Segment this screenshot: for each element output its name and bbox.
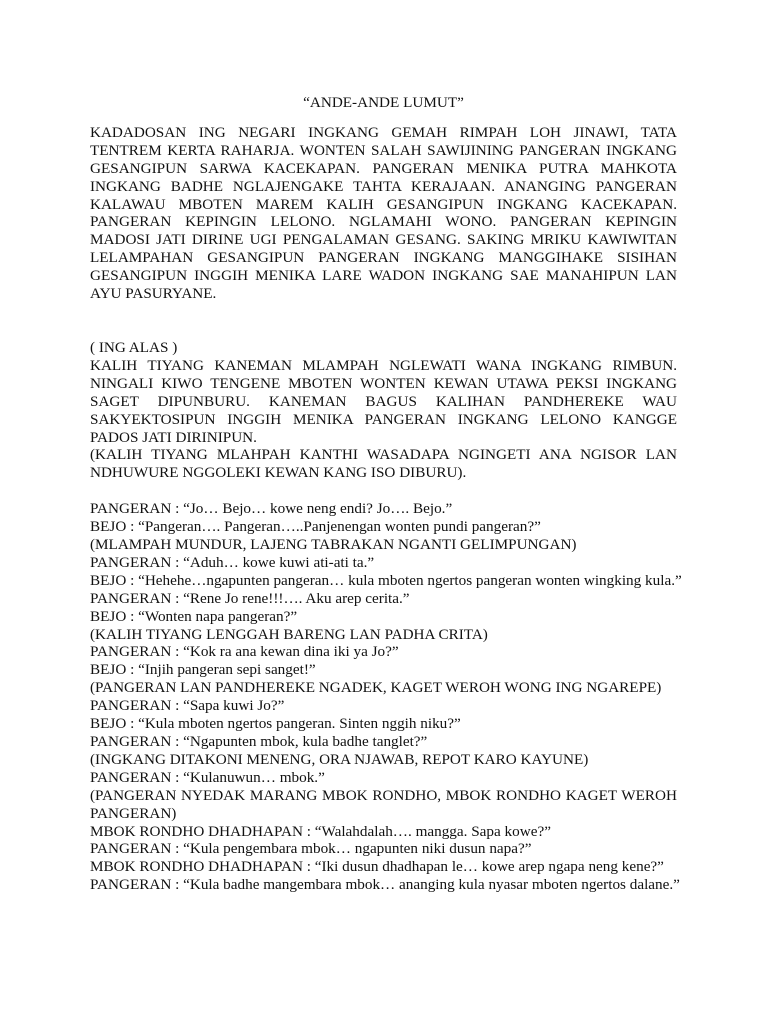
dialogue-line: PANGERAN : “Kok ra ana kewan dina iki ya Jo?” bbox=[90, 643, 399, 661]
document-page bbox=[90, 94, 682, 894]
dialogue-line: PANGERAN : “Jo… Bejo… kowe neng endi? Jo…. Bejo.” bbox=[90, 500, 453, 518]
scene-description: KALIH TIYANG KANEMAN MLAMPAH NGLEWATI WANA INGKANG RIMBUN. NINGALI KIWO TENGENE MBOTEN WONTEN KEWAN UTAWA PEKSI INGKANG SAGET DIPUNBURU. KANEMAN BAGUS KALIHAN PANDHEREKE WAU SAKYEKTOSIPUN INGGIH MENIKA PANGERAN INGKANG LELONO KANGGE PADOS JATI DIRINIPUN. bbox=[90, 356, 677, 446]
intro-paragraph: KADADOSAN ING NEGARI INGKANG GEMAH RIMPAH LOH JINAWI, TATA TENTREM KERTA RAHARJA. WONTEN SALAH SAWIJINING PANGERAN INGKANG GESANGIPUN SARWA KACEKAPAN. PANGERAN MENIKA PUTRA MAHKOTA INGKANG BADHE NGLAJENGAKE TAHTA KERAJAAN. ANANGING PANGERAN KALAWAU MBOTEN MAREM KALIH GESANGIPUN INGKANG KACEKAPAN. PANGERAN KEPINGIN LELONO. NGLAMAHI WONO. PANGERAN KEPINGIN MADOSI JATI DIRINE UGI PENGALAMAN GESANG. SAKING MRIKU KAWIWITAN LELAMPAHAN GESANGIPUN PANGERAN INGKANG MANGGIHAKE SISIHAN GESANGIPUN INGGIH MENIKA LARE WADON INGKANG SAE MANAHIPUN LAN AYU PASURYANE. bbox=[90, 123, 677, 303]
stage-direction-line: (PANGERAN LAN PANDHEREKE NGADEK, KAGET WEROH WONG ING NGAREPE) bbox=[90, 679, 662, 697]
dialogue-line: PANGERAN : “Kulanuwun… mbok.” bbox=[90, 768, 325, 786]
stage-direction-line: (KALIH TIYANG LENGGAH BARENG LAN PADHA CRITA) bbox=[90, 625, 488, 643]
dialogue-line: PANGERAN : “Kula pengembara mbok… ngapunten niki dusun napa?” bbox=[90, 840, 532, 858]
stage-direction-line: (INGKANG DITAKONI MENENG, ORA NJAWAB, REPOT KARO KAYUNE) bbox=[90, 750, 589, 768]
dialogue-line: PANGERAN : “Kula badhe mangembara mbok… ananging kula nyasar mboten ngertos dalane.” bbox=[90, 876, 680, 894]
dialogue-line: PANGERAN : “Rene Jo rene!!!…. Aku arep cerita.” bbox=[90, 589, 410, 607]
dialogue-line: BEJO : “Pangeran…. Pangeran…..Panjenengan wonten pundi pangeran?” bbox=[90, 518, 541, 536]
document-title: “ANDE-ANDE LUMUT” bbox=[303, 94, 464, 111]
dialogue-line: BEJO : “Injih pangeran sepi sanget!” bbox=[90, 661, 316, 679]
dialogue-line: PANGERAN : “Aduh… kowe kuwi ati-ati ta.” bbox=[90, 553, 375, 571]
dialogue-line: MBOK RONDHO DHADHAPAN : “Iki dusun dhadhapan le… kowe arep ngapa neng kene?” bbox=[90, 858, 664, 876]
dialogue-line: PANGERAN : “Sapa kuwi Jo?” bbox=[90, 697, 285, 715]
dialogue-line: BEJO : “Wonten napa pangeran?” bbox=[90, 607, 298, 625]
scene-heading: ( ING ALAS ) bbox=[90, 338, 178, 356]
dialogue-line: BEJO : “Hehehe…ngapunten pangeran… kula mboten ngertos pangeran wonten wingking kula.” bbox=[90, 571, 682, 589]
dialogue-line: PANGERAN : “Ngapunten mbok, kula badhe tanglet?” bbox=[90, 733, 428, 750]
paragraph-gap bbox=[90, 482, 677, 500]
paragraph-gap bbox=[90, 303, 677, 339]
scene-stage-direction: (KALIH TIYANG MLAHPAH KANTHI WASADAPA NGINGETI ANA NGISOR LAN NDHUWURE NGGOLEKI KEWAN KANG ISO DIBURU). bbox=[90, 446, 677, 482]
stage-direction-line: (PANGERAN NYEDAK MARANG MBOK RONDHO, MBOK RONDHO KAGET WEROH PANGERAN) bbox=[90, 786, 677, 822]
stage-direction-line: (MLAMPAH MUNDUR, LAJENG TABRAKAN NGANTI GELIMPUNGAN) bbox=[90, 536, 577, 554]
dialogue-line: MBOK RONDHO DHADHAPAN : “Walahdalah…. mangga. Sapa kowe?” bbox=[90, 822, 551, 840]
dialogue-line: BEJO : “Kula mboten ngertos pangeran. Sinten nggih niku?” bbox=[90, 715, 461, 733]
